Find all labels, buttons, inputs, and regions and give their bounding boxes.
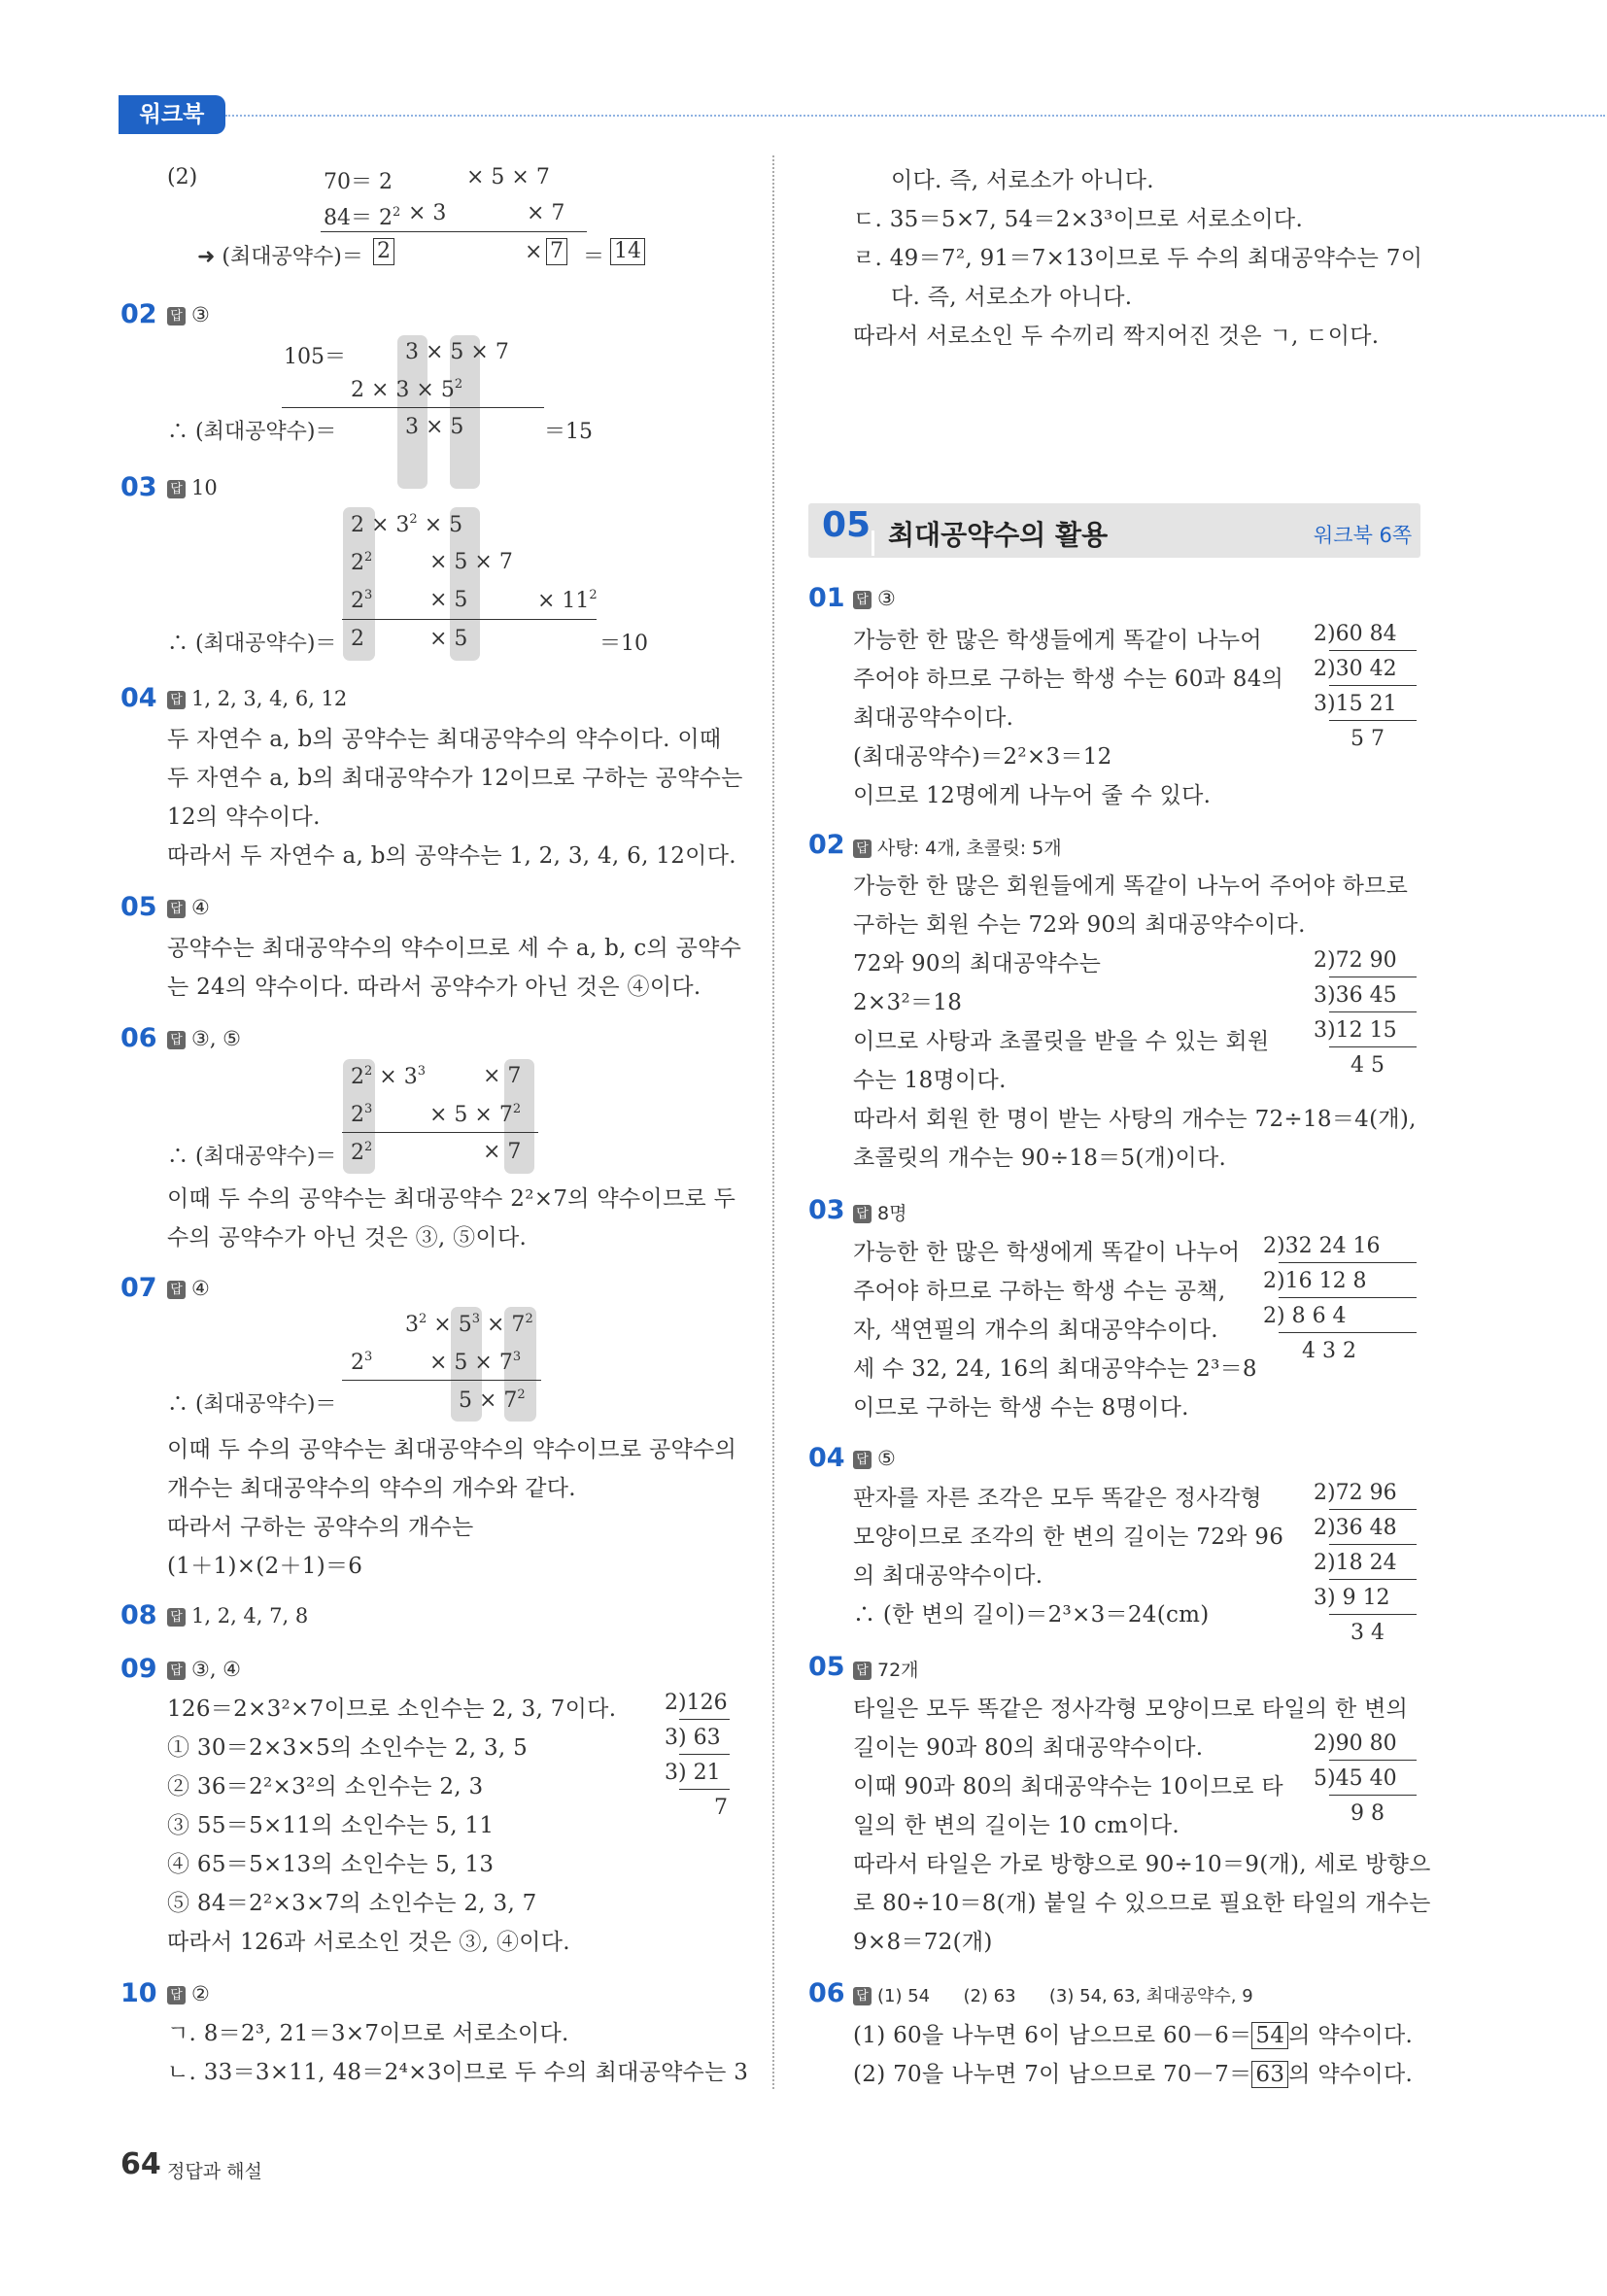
math-row: $5 \times 7^2$ [459, 1388, 526, 1413]
explanation-line: 가능한 한 많은 학생에게 똑같이 나누어 [853, 1240, 1241, 1265]
math-row: $2 \times 3 \times 5^2$ [351, 377, 463, 402]
explanation-line: 따라서 구하는 공약수의 개수는 [167, 1515, 474, 1540]
gcd-label: ∴ (최대공약수)＝ [167, 632, 337, 656]
math-row: $2 \times 3^2 \times 5$ [351, 512, 463, 537]
answer-box: 14 [610, 238, 645, 265]
explanation-line: 126＝2×3²×7이므로 소인수는 2, 3, 7이다. [167, 1696, 617, 1722]
math-row: $2^3$ [351, 1102, 373, 1127]
explanation-line: 두 자연수 a, b의 공약수는 최대공약수의 약수이다. 이때 [167, 727, 722, 752]
math-row: × 5 [429, 588, 468, 612]
explanation-line: 타일은 모두 똑같은 정사각형 모양이므로 타일의 한 변의 [853, 1696, 1409, 1722]
explanation-line: 길이는 90과 80의 최대공약수이다. [853, 1735, 1204, 1761]
rule [1329, 1011, 1417, 1012]
explanation-line: 는 24의 약수이다. 따라서 공약수가 아닌 것은 ④이다. [167, 975, 701, 1000]
rule [1279, 1332, 1417, 1333]
gcd-label: ∴ (최대공약수)＝ [167, 1392, 337, 1417]
section-bar [872, 531, 874, 556]
explanation-line: (1) 60을 나누면 6이 남으므로 60－6＝ 54 의 약수이다. [853, 2023, 1414, 2048]
rule [1329, 1544, 1417, 1545]
explanation-line: ④ 65＝5×13의 소인수는 5, 13 [167, 1852, 495, 1877]
section-number: 05 [822, 505, 872, 545]
math-row: ＝15 [544, 420, 593, 444]
explanation-line: ② 36＝2²×3²의 소인수는 2, 3 [167, 1774, 484, 1799]
explanation-line: (최대공약수)＝2²×3＝12 [853, 744, 1112, 770]
math-row: $84= 2^2$ [324, 205, 401, 230]
question-number: 07 [120, 1273, 157, 1303]
explanation-line: 주어야 하므로 구하는 학생 수는 공책, [853, 1279, 1226, 1304]
explanation-line: 이므로 사탕과 초콜릿을 받을 수 있는 회원 [853, 1029, 1270, 1054]
math-row: × $5 \times 7^2$ [429, 1102, 522, 1127]
math-row: × $5 \times 7^3$ [429, 1350, 522, 1375]
answer-badge: 답 ④ [167, 1277, 210, 1300]
explanation-line: 따라서 타일은 가로 방향으로 90÷10＝9(개), 세로 방향으 [853, 1852, 1431, 1877]
question-number: 03 [120, 472, 157, 502]
answer-box: 7 [546, 238, 567, 265]
division-row: 2)72 90 [1314, 948, 1397, 973]
rule [1329, 1795, 1417, 1796]
rule [679, 1719, 730, 1720]
math-row: × 7 [483, 1064, 522, 1088]
division-row: 3)12 15 [1314, 1018, 1397, 1043]
explanation-line: 이때 두 수의 공약수는 최대공약수 2²×7의 약수이므로 두 [167, 1186, 736, 1212]
explanation-line: 수의 공약수가 아닌 것은 ③, ⑤이다. [167, 1225, 528, 1251]
answer-badge: 답 ② [167, 1982, 210, 2005]
rule [1279, 1262, 1417, 1263]
division-row: 3) 9 12 [1314, 1586, 1390, 1610]
rule [1329, 650, 1417, 651]
explanation-line: 자, 색연필의 개수의 최대공약수이다. [853, 1318, 1218, 1343]
math-row: $2^2$ [351, 550, 373, 575]
math-row: × 7 [483, 1140, 522, 1164]
answer-box: 63 [1251, 2061, 1288, 2088]
explanation-line: 초콜릿의 개수는 90÷18＝5(개)이다. [853, 1146, 1227, 1171]
question-number: 06 [808, 1978, 845, 2008]
header-rule [225, 115, 1605, 117]
division-row: 3) 21 [665, 1761, 721, 1785]
division-row: 3 4 [1351, 1621, 1385, 1645]
explanation-line: 판자를 자른 조각은 모두 똑같은 정사각형 [853, 1486, 1262, 1511]
rule [282, 407, 544, 408]
explanation-line: 개수는 최대공약수의 약수의 개수와 같다. [167, 1476, 576, 1501]
explanation-line: 따라서 서로소인 두 수끼리 짝지어진 것은 ㄱ, ㄷ이다. [853, 324, 1380, 349]
rule [1329, 1509, 1417, 1510]
math-row: × 5 [429, 627, 468, 651]
answer-box: 54 [1251, 2022, 1288, 2049]
explanation-line: 따라서 두 자연수 a, b의 공약수는 1, 2, 3, 4, 6, 12이다. [167, 843, 736, 869]
explanation-line: (2) 70을 나누면 7이 남으므로 70－7＝ 63 의 약수이다. [853, 2062, 1414, 2087]
division-row: 9 8 [1351, 1801, 1385, 1826]
division-row: 3)15 21 [1314, 692, 1397, 716]
division-row: 4 3 2 [1302, 1339, 1356, 1363]
math-row: $2^3$ [351, 588, 373, 613]
gcd-label: ➜ (최대공약수)＝ [197, 245, 363, 269]
math-row: ＝10 [599, 632, 648, 656]
division-row: 2)60 84 [1314, 622, 1397, 646]
answer-badge: 답 ⑤ [853, 1447, 896, 1470]
division-row: 5)45 40 [1314, 1766, 1397, 1791]
math-row: × 7 [527, 201, 565, 225]
math-row: 2 [351, 627, 364, 651]
math-row: $2^2 \times 3^3$ [351, 1064, 426, 1089]
answer-badge: 답 ④ [167, 896, 210, 919]
math-row: $2^3$ [351, 1350, 373, 1375]
explanation-line: ⑤ 84＝2²×3×7의 소인수는 2, 3, 7 [167, 1891, 537, 1916]
explanation-line: 따라서 126과 서로소인 것은 ③, ④이다. [167, 1930, 570, 1955]
rule [1329, 1579, 1417, 1580]
explanation-line: 이다. 즉, 서로소가 아니다. [891, 168, 1154, 193]
explanation-line: 9×8＝72(개) [853, 1930, 993, 1955]
rule [1329, 720, 1417, 721]
rule [342, 1380, 541, 1381]
explanation-line: 최대공약수이다. [853, 705, 1014, 731]
question-number: 05 [120, 892, 157, 922]
explanation-line: ㄹ. 49＝7², 91＝7×13이므로 두 수의 최대공약수는 7이 [853, 246, 1423, 271]
explanation-line: 이므로 구하는 학생 수는 8명이다. [853, 1395, 1189, 1421]
division-row: 7 [714, 1796, 728, 1820]
answer-badge: 답 ③, ⑤ [167, 1027, 241, 1050]
page-number: 64 [120, 2147, 161, 2181]
rule [342, 1132, 538, 1133]
gcd-label: ∴ (최대공약수)＝ [167, 1145, 337, 1169]
rule [679, 1789, 730, 1790]
explanation-line: 12의 약수이다. [167, 805, 321, 830]
workbook-tag: 워크북 [119, 95, 225, 134]
part-label: (2) [167, 165, 198, 189]
division-row: 3)36 45 [1314, 983, 1397, 1008]
explanation-line: 가능한 한 많은 회원들에게 똑같이 나누어 주어야 하므로 [853, 874, 1409, 899]
math-row: 105＝ [284, 345, 346, 369]
rule [679, 1754, 730, 1755]
division-row: 4 5 [1351, 1053, 1385, 1078]
column-divider [772, 155, 774, 2089]
rule [1279, 1297, 1417, 1298]
division-row: 2)72 96 [1314, 1481, 1397, 1505]
explanation-line: ㄱ. 8＝2³, 21＝3×7이므로 서로소이다. [167, 2021, 569, 2046]
explanation-line: 수는 18명이다. [853, 1068, 1007, 1093]
division-row: 2)32 24 16 [1263, 1234, 1381, 1258]
question-number: 10 [120, 1978, 157, 2008]
question-number: 04 [808, 1443, 845, 1473]
explanation-line: 2×3²＝18 [853, 990, 963, 1015]
rule [1329, 1760, 1417, 1761]
explanation-line: 로 80÷10＝8(개) 붙일 수 있으므로 필요한 타일의 개수는 [853, 1891, 1431, 1916]
division-row: 2)16 12 8 [1263, 1269, 1367, 1293]
explanation-line: 다. 즉, 서로소가 아니다. [891, 285, 1133, 310]
answer-box: 2 [373, 238, 394, 265]
answer-badge: 답 ③ [167, 303, 210, 326]
division-row: 5 7 [1351, 727, 1385, 751]
math-row: × 5 × 7 [429, 550, 513, 574]
answer-badge: 답 8명 [853, 1199, 906, 1225]
explanation-line: 이므로 12명에게 나누어 줄 수 있다. [853, 783, 1212, 808]
section-title: 최대공약수의 활용 [888, 519, 1109, 551]
question-number: 08 [120, 1600, 157, 1630]
explanation-line: 72와 90의 최대공약수는 [853, 951, 1102, 977]
explanation-line: 세 수 32, 24, 16의 최대공약수는 2³＝8 [853, 1356, 1257, 1382]
math-row: 3 × 5 [405, 415, 464, 439]
math-row: × $11^2$ [537, 588, 598, 613]
section-ref: 워크북 6쪽 [1314, 524, 1413, 547]
math-row: $3^2 \times 5^3 \times 7^2$ [405, 1312, 533, 1337]
rule [1329, 685, 1417, 686]
explanation-line: 이때 90과 80의 최대공약수는 10이므로 타 [853, 1774, 1283, 1799]
rule [1329, 1046, 1417, 1047]
question-number: 02 [808, 830, 845, 860]
explanation-line: ∴ (한 변의 길이)＝2³×3＝24(cm) [853, 1602, 1210, 1628]
explanation-line: 공약수는 최대공약수의 약수이므로 세 수 a, b, c의 공약수 [167, 936, 742, 961]
explanation-line: ① 30＝2×3×5의 소인수는 2, 3, 5 [167, 1735, 529, 1761]
math-row: × [525, 240, 543, 264]
explanation-line: 이때 두 수의 공약수는 최대공약수의 약수이므로 공약수의 [167, 1437, 737, 1462]
question-number: 01 [808, 583, 845, 613]
explanation-line: 주어야 하므로 구하는 학생 수는 60과 84의 [853, 667, 1284, 692]
explanation-line: 따라서 회원 한 명이 받는 사탕의 개수는 72÷18＝4(개), [853, 1107, 1417, 1132]
explanation-line: ㄴ. 33＝3×11, 48＝2⁴×3이므로 두 수의 최대공약수는 3 [167, 2060, 749, 2085]
explanation-line: ③ 55＝5×11의 소인수는 5, 11 [167, 1813, 495, 1838]
answer-badge: 답 10 [167, 476, 218, 499]
explanation-line: (1＋1)×(2＋1)＝6 [167, 1554, 363, 1579]
division-row: 2)36 48 [1314, 1516, 1397, 1540]
math-row: 70＝ 2 [324, 170, 393, 194]
rule [321, 231, 587, 232]
question-number: 06 [120, 1023, 157, 1053]
math-row: × 3 [408, 201, 447, 225]
question-number: 05 [808, 1652, 845, 1682]
answer-badge: 답 ③ [853, 587, 896, 610]
division-row: 2) 8 6 4 [1263, 1304, 1347, 1328]
footer-label: 정답과 해설 [167, 2161, 262, 2182]
question-number: 02 [120, 299, 157, 329]
answer-badge: 답 사탕: 4개, 초콜릿: 5개 [853, 834, 1062, 860]
question-number: 09 [120, 1654, 157, 1684]
division-row: 2)90 80 [1314, 1731, 1397, 1756]
explanation-line: 모양이므로 조각의 한 변의 길이는 72와 96 [853, 1525, 1284, 1550]
math-row: × 5 × 7 [466, 165, 550, 189]
rule [342, 619, 597, 620]
explanation-line: 가능한 한 많은 학생들에게 똑같이 나누어 [853, 628, 1262, 653]
math-row: 3 × 5 × 7 [405, 340, 509, 364]
answer-badge: 답 1, 2, 3, 4, 6, 12 [167, 687, 347, 710]
explanation-line: ㄷ. 35＝5×7, 54＝2×3³이므로 서로소이다. [853, 207, 1304, 232]
explanation-line: 구하는 회원 수는 72와 90의 최대공약수이다. [853, 912, 1306, 938]
division-row: 3) 63 [665, 1726, 721, 1750]
math-row: ＝ [583, 245, 605, 269]
question-number: 04 [120, 683, 157, 713]
explanation-line: 일의 한 변의 길이는 10 cm이다. [853, 1813, 1180, 1838]
explanation-line: 두 자연수 a, b의 최대공약수가 12이므로 구하는 공약수는 [167, 766, 743, 791]
division-row: 2)126 [665, 1691, 728, 1715]
division-row: 2)30 42 [1314, 657, 1397, 681]
math-row: $2^2$ [351, 1140, 373, 1165]
gcd-label: ∴ (최대공약수)＝ [167, 420, 337, 444]
explanation-line: 의 최대공약수이다. [853, 1563, 1043, 1589]
division-row: 2)18 24 [1314, 1551, 1397, 1575]
answer-badge: 답 72개 [853, 1656, 919, 1682]
answer-badge: 답 1, 2, 4, 7, 8 [167, 1604, 308, 1628]
question-number: 03 [808, 1195, 845, 1225]
answer-badge: 답 ③, ④ [167, 1658, 241, 1681]
answer-badge: 답 (1) 54 (2) 63 (3) 54, 63, 최대공약수, 9 [853, 1982, 1253, 2007]
rule [1329, 1614, 1417, 1615]
